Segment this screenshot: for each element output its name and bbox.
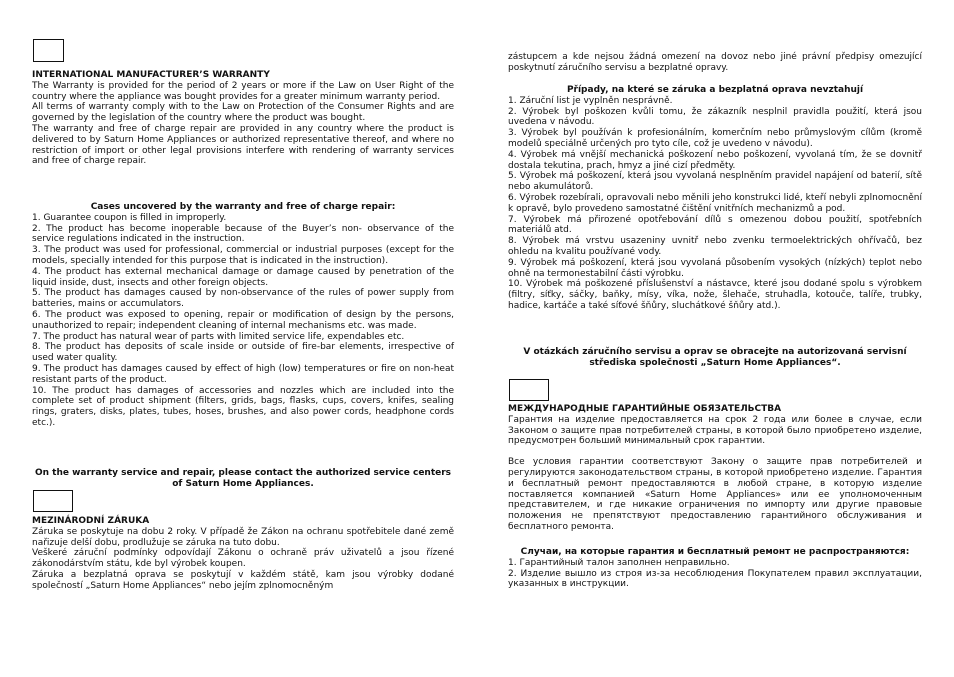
ru-paragraph: Все условия гарантии соответствуют Закону о защите прав потребителей и регулируются законодательством страны, в которой приобретено изделие. Гарантия и бесплатный ремонт предоставляются в любой стране, в которую изделие поставляется компанией «Saturn Home Appliances» или ее уполномоченным представителем, и где никакие ограничения по импорту или другие правовые положения не препятствуют предоставлению гарантийного обслуживания и бесплатного ремонта. bbox=[508, 457, 922, 532]
en-cases-title: Cases uncovered by the warranty and free of charge repair: bbox=[90, 202, 396, 212]
en-contact-text: On the warranty service and repair, please contact the authorized service centers of Saturn Home Appliances. bbox=[34, 468, 452, 489]
cz-case-item: 7. Výrobek má přirozené opotřebování dílů s omezenou dobou použití, spotřebních materiálů atd. bbox=[508, 214, 922, 236]
en-title: INTERNATIONAL MANUFACTURER’S WARRANTY bbox=[32, 70, 270, 80]
ru-case-item: 2. Изделие вышло из строя из-за несоблюдения Покупателем правил эксплуатации, указанных в инструкции. bbox=[508, 568, 922, 590]
en-case-item: 7. The product has natural wear of parts with limited service life, expendables etc. bbox=[32, 331, 405, 342]
cz-paragraph: Veškeré záruční podmínky odpovídají Zákonu o ochraně práv uživatelů a jsou řízené zákonodárstvím státu, kde byl výrobek koupen. bbox=[32, 548, 454, 570]
en-case-item: 9. The product has damages caused by effect of high (low) temperatures or fire on non-heat resistant parts of the product. bbox=[32, 363, 454, 385]
en-contact bbox=[32, 468, 454, 490]
cz-paragraph: Záruka a bezplatná oprava se poskytují v každém státě, kam jsou výrobky dodané společností „Saturn Home Appliances“ nebo jejím zplnomocněným bbox=[32, 569, 454, 591]
ru-title: МЕЖДУНАРОДНЫЕ ГАРАНТИЙНЫЕ ОБЯЗАТЕЛЬСТВА bbox=[508, 404, 782, 414]
en-case-item: 3. The product was used for professional, commercial or industrial purposes (except for the models, specially intended for this purpose that is indicated in the instruction). bbox=[32, 245, 454, 266]
en-section bbox=[32, 70, 454, 167]
en-paragraph: All terms of warranty comply with to the Law on Protection of the Consumer Rights and are governed by the legislation of the country where the product was bought. bbox=[32, 102, 454, 124]
cz-case-item: 5. Výrobek má poškození, která jsou vyvolaná nesplněním pravidel napájení od baterií, sítě nebo akumulátorů. bbox=[508, 171, 922, 193]
cz-case-item: 2. Výrobek byl poškozen kvůli tomu, že zákazník nesplnil pravidla použití, která jsou uvedena v návodu. bbox=[508, 106, 922, 128]
cz-section bbox=[32, 516, 454, 592]
ru-cases bbox=[508, 547, 922, 590]
cz-case-item: 6. Výrobek rozebírali, opravovali nebo měnili jeho konstrukci lidé, kteří nebyli zplnomocnění k opravě, bylo provedeno samostatné čištění vnitřních mechanizmů a pod. bbox=[508, 192, 922, 214]
cz-continuation-text: zástupcem a kde nejsou žádná omezení na dovoz nebo jiné právní předpisy omezující poskytnutí záručního servisu a bezplatné opravy. bbox=[508, 52, 922, 73]
en-case-item: 6. The product was exposed to opening, repair or modification of design by the persons, unauthorized to repair; independent cleaning of internal mechanisms etc. was made. bbox=[32, 309, 454, 331]
cz-contact bbox=[508, 347, 922, 369]
en-case-item: 4. The product has external mechanical damage or damage caused by penetration of the liquid inside, dust, insects and other foreign objects. bbox=[32, 266, 454, 288]
ru-paragraph: Гарантия на изделие предоставляется на срок 2 года или более в случае, если Законом о защите прав потребителей страны, в которой было приобретено изделие, предусмотрен больший минимальный срок гарантии. bbox=[508, 414, 922, 447]
cz-case-item: 10. Výrobek má poškozené příslušenství a nástavce, které jsou dodané spolu s výrobkem (filtry, síťky, sáčky, baňky, mísy, víka, nože, šlehače, struhadla, kotoučе, talíře, trubky, hadice, kartáče a také síťové šňůry, sluchátkové šňůry atd.). bbox=[508, 279, 922, 311]
cz-case-item: 8. Výrobek má vrstvu usazeniny uvnitř nebo zvenku termoelektrických ohřívačů, bez ohledu na kvalitu používané vody. bbox=[508, 236, 922, 257]
cz-cases-title: Případy, na které se záruka a bezplatná oprava nevztahují bbox=[566, 85, 864, 95]
cz-case-item: 1. Záruční list je vyplněn nesprávně. bbox=[508, 95, 673, 106]
cz-cases bbox=[508, 85, 922, 312]
en-paragraph: The Warranty is provided for the period of 2 years or more if the Law on User Right of the country where the appliance was bought provides for a greater minimum warranty period. bbox=[32, 80, 454, 102]
ru-cases-title: Случаи, на которые гарантия и бесплатный ремонт не распространяются: bbox=[520, 547, 910, 557]
flag-box-cz bbox=[33, 490, 73, 512]
ru-case-item: 1. Гарантийный талон заполнен неправильно. bbox=[508, 557, 730, 568]
en-cases bbox=[32, 202, 454, 429]
en-case-item: 5. The product has damages caused by non-observance of the rules of power supply from batteries, mains or accumulators. bbox=[32, 288, 454, 310]
en-case-item: 2. The product has become inoperable because of the Buyer’s non- observance of the service regulations indicated in the instruction. bbox=[32, 223, 454, 245]
en-case-item: 10. The product has damages of accessories and nozzles which are included into the complete set of product shipment (filters, grids, bags, flasks, cups, covers, knifes, sealing rings, graters, disks, plates, tubes, hoses, brushes, and also power cords, headphone cords etc.). bbox=[32, 385, 454, 428]
cz-case-item: 9. Výrobek má poškození, která jsou vyvolaná působením vysokých (nízkých) teplot nebo ohně na termonestabilní části výrobku. bbox=[508, 257, 922, 279]
en-case-item: 1. Guarantee coupon is filled in improperly. bbox=[32, 212, 227, 223]
cz-continuation bbox=[508, 52, 922, 74]
cz-contact-text: V otázkách záručního servisu a oprav se obracejte na autorizovaná servisní střediska společnosti „Saturn Home Appliances“. bbox=[523, 347, 907, 368]
en-paragraph: The warranty and free of charge repair are provided in any country where the product is delivered to by Saturn Home Appliances or authorized representative thereof, and where no restriction of import or other legal provisions interfere with rendering of warranty services and free of charge repair. bbox=[32, 123, 454, 167]
cz-case-item: 3. Výrobek byl používán k profesionálním, komerčním nebo průmyslovým cílům (kromě modelů speciálně určených pro tyto cíle, což je uvedeno v návodu). bbox=[508, 128, 922, 149]
cz-title: MEZINÁRODNÍ ZÁRUKA bbox=[32, 516, 150, 526]
flag-box-en bbox=[33, 39, 64, 62]
cz-case-item: 4. Výrobek má vnější mechanická poškození nebo poškození, vyvolaná tím, že se dovnitř dostala tekutina, prach, hmyz a jiné cizí předměty. bbox=[508, 149, 922, 171]
cz-paragraph: Záruka se poskytuje na dobu 2 roky. V případě že Zákon na ochranu spotřebitele dané země nařizuje delší dobu, prodlužuje se záruka na tuto dobu. bbox=[32, 526, 454, 548]
flag-box-ru bbox=[509, 379, 549, 401]
en-case-item: 8. The product has deposits of scale inside or outside of fire-bar elements, irrespective of used water quality. bbox=[32, 342, 454, 364]
ru-section bbox=[508, 404, 922, 533]
